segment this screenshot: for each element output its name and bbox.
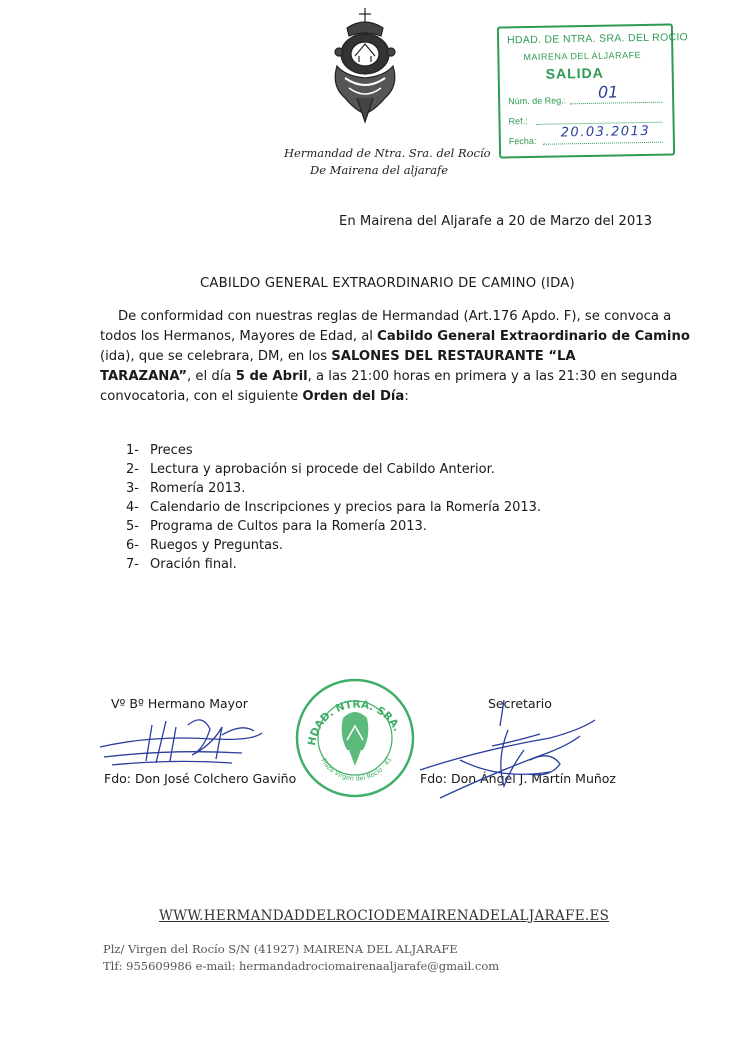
- seal-text: HDAD. NTRA. SRA.: [305, 698, 404, 747]
- body-bold-text: 5 de Abril: [235, 369, 308, 384]
- footer-contact: Tlf: 955609986 e-mail: hermandadrociomairenaaljarafe@gmail.com: [103, 959, 500, 973]
- stamp-date-label: Fecha:: [508, 135, 537, 147]
- footer-address: Plz/ Virgen del Rocío S/N (41927) MAIRENA DEL ALJARAFE: [103, 942, 458, 956]
- right-signer-name: Fdo: Don Ángel J. Martín Muñoz: [420, 771, 616, 786]
- stamp-ref-line: [536, 112, 662, 125]
- org-town: De Mairena del aljarafe: [310, 163, 449, 177]
- agenda-item-number: 1-: [126, 443, 139, 458]
- agenda-item: [126, 443, 541, 462]
- registry-stamp: [497, 23, 689, 158]
- agenda-item-text: Ruegos y Preguntas.: [150, 538, 283, 553]
- agenda-item-text: Programa de Cultos para la Romería 2013.: [150, 519, 427, 534]
- agenda-item-text: Preces: [150, 443, 193, 458]
- agenda-item-number: 7-: [126, 557, 139, 572]
- body-text: De conformidad con nuestras reglas de Hermandad (Art.176 Apdo. F), se convoca a: [118, 309, 672, 324]
- body-text: convocatoria, con el siguiente: [100, 389, 303, 404]
- agenda-item: [126, 500, 541, 519]
- agenda-item-text: Calendario de Inscripciones y precios para la Romería 2013.: [150, 500, 542, 515]
- body-line-1: [118, 309, 671, 324]
- agenda-item: [126, 462, 541, 481]
- seal-bottom-text: Plaza Virgen del Rocío · 41: [319, 755, 394, 783]
- agenda-item: [126, 481, 541, 500]
- body-text: :: [404, 389, 409, 404]
- body-line-2: [100, 329, 690, 344]
- agenda-item-text: Lectura y aprobación si procede del Cabildo Anterior.: [150, 462, 495, 477]
- left-signer-name: Fdo: Don José Colchero Gaviño: [104, 771, 297, 786]
- letter-title: CABILDO GENERAL EXTRAORDINARIO DE CAMINO (IDA): [200, 276, 575, 291]
- left-signature: [92, 705, 282, 775]
- agenda-item-number: 2-: [126, 462, 139, 477]
- website-link[interactable]: WWW.HERMANDADDELROCIODEMAIRENADELALJARAFE.ES: [159, 908, 610, 924]
- body-line-5: [100, 389, 409, 404]
- body-bold-text: TARAZANA”: [100, 369, 188, 384]
- right-signer-title: Secretario: [488, 696, 552, 711]
- agenda-item: [126, 557, 541, 576]
- agenda-item-number: 5-: [126, 519, 139, 534]
- body-text: todos los Hermanos, Mayores de Edad, al: [100, 329, 378, 344]
- body-text: , el día: [187, 369, 236, 384]
- place-date: En Mairena del Aljarafe a 20 de Marzo del 2013: [339, 214, 652, 229]
- stamp-line-2: MAIRENA DEL ALJARAFE: [523, 50, 642, 63]
- body-text: (ida), que se celebrara, DM, en los: [100, 349, 332, 364]
- stamp-reg-value: 01: [597, 82, 619, 102]
- body-line-3: [100, 349, 576, 364]
- agenda-item-number: 3-: [126, 481, 139, 496]
- right-signature: [400, 690, 610, 815]
- left-signer-title: Vº Bº Hermano Mayor: [111, 696, 248, 711]
- stamp-reg-label: Núm. de Reg.:: [508, 95, 567, 107]
- org-name: Hermandad de Ntra. Sra. del Rocío: [284, 146, 491, 160]
- stamp-ref-label: Ref.:: [508, 116, 528, 127]
- agenda-item-number: 4-: [126, 500, 139, 515]
- body-bold-text: Orden del Día: [302, 389, 405, 404]
- stamp-date-value: 20.03.2013: [560, 123, 651, 141]
- body-text: , a las 21:00 horas en primera y a las 21:30 en segunda: [307, 369, 678, 384]
- stamp-type: SALIDA: [545, 64, 604, 82]
- agenda-item-number: 6-: [126, 538, 139, 553]
- body-bold-text: SALONES DEL RESTAURANTE “LA: [331, 349, 576, 364]
- stamp-line-1: HDAD. DE NTRA. SRA. DEL ROCIO: [506, 31, 689, 47]
- body-bold-text: Cabildo General Extraordinario de Camino: [377, 329, 690, 344]
- brotherhood-seal-icon: [293, 676, 417, 800]
- brotherhood-crest-icon: [325, 6, 405, 130]
- agenda-item: [126, 538, 541, 557]
- agenda-item-text: Oración final.: [150, 557, 237, 572]
- agenda-item-text: Romería 2013.: [150, 481, 246, 496]
- agenda-list: [126, 443, 541, 576]
- agenda-item: [126, 519, 541, 538]
- body-line-4: [100, 369, 678, 384]
